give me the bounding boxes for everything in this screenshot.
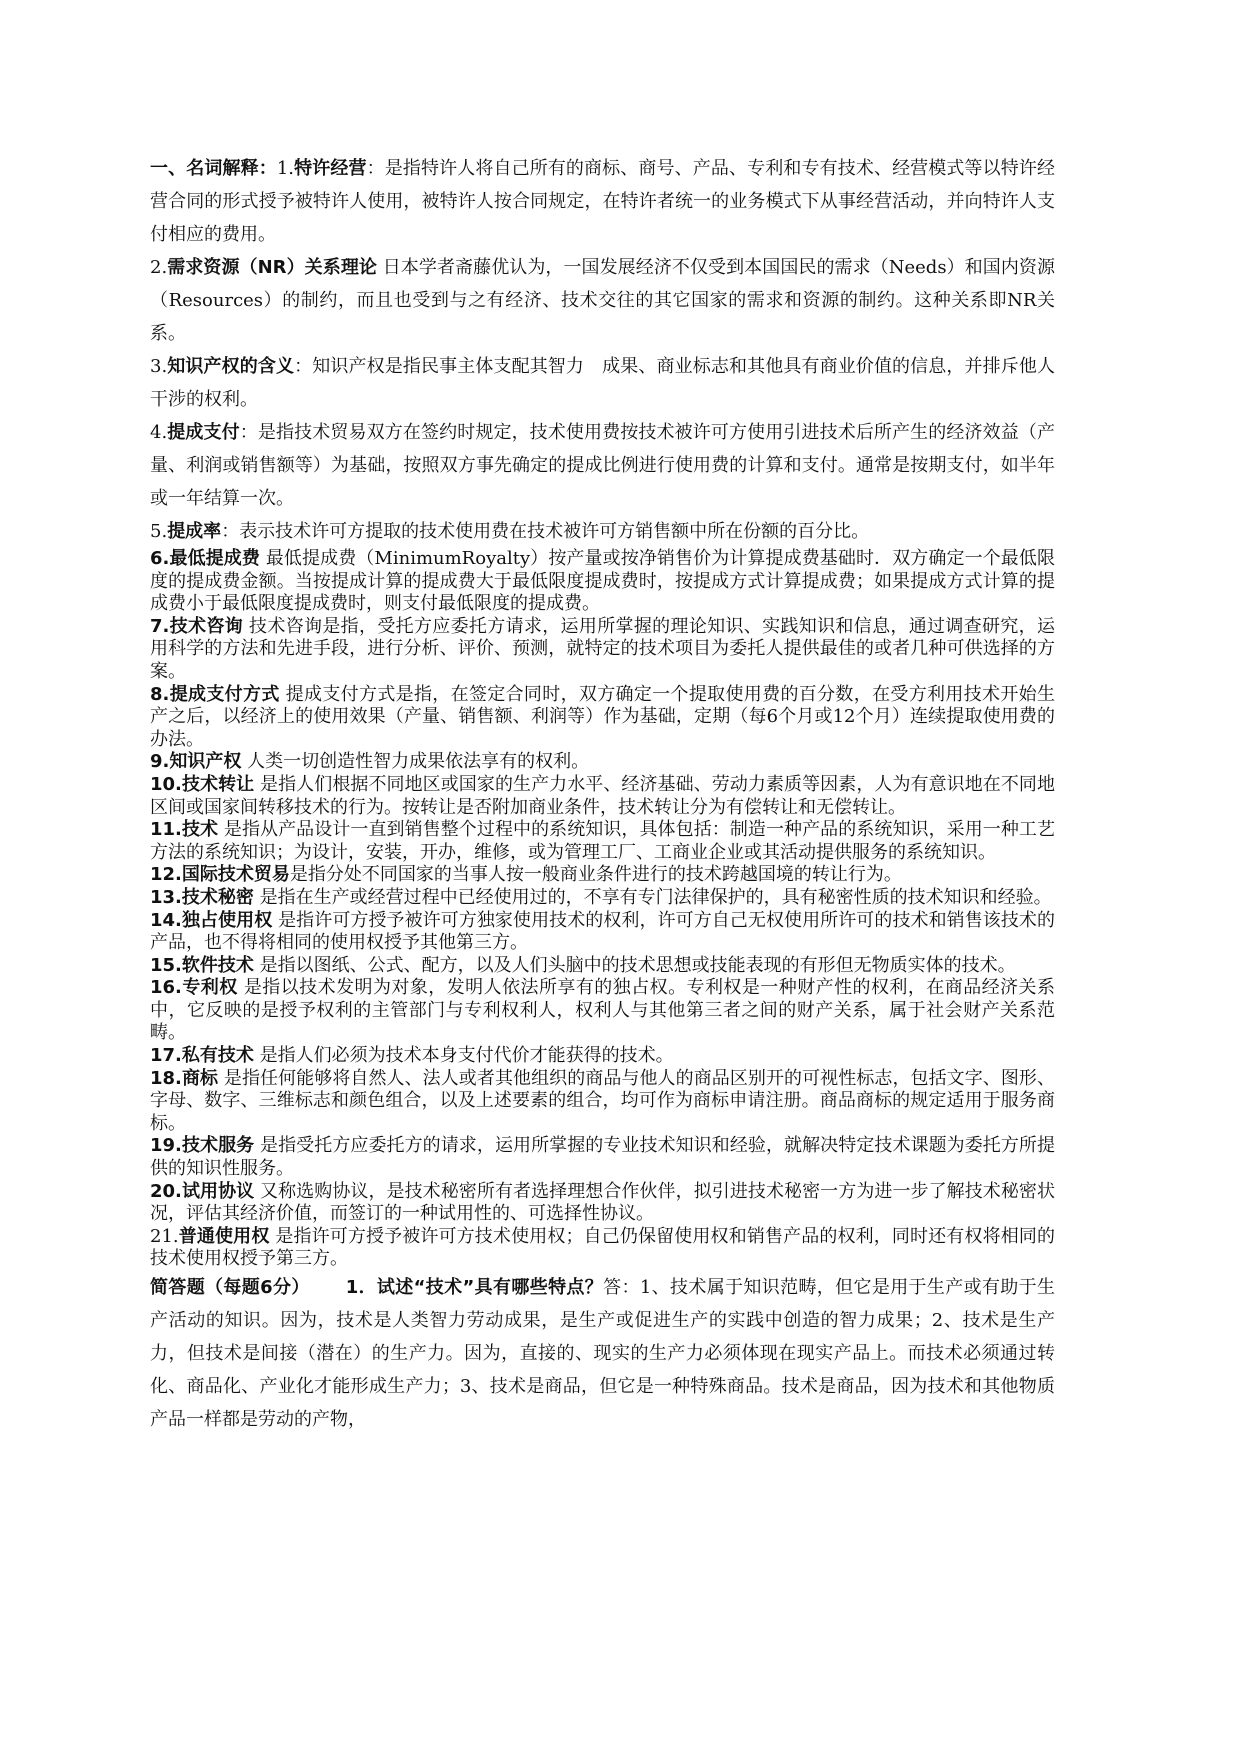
term: 专利权 [181, 977, 238, 999]
term: 知识产权 [169, 751, 242, 773]
definition-item-12 [150, 864, 1055, 887]
definition-item-2 [150, 251, 1055, 350]
definition-item-15 [150, 955, 1055, 978]
separator: ： [294, 356, 313, 377]
item-number: 6. [150, 548, 170, 569]
term: 私有技术 [181, 1045, 254, 1067]
term: 特许经营 [294, 158, 367, 179]
term: 独占使用权 [181, 909, 273, 931]
definition-text: 又称选购协议，是技术秘密所有者选择理想合作伙伴，拟引进技术秘密一方为进一步了解技术秘密状况，评估其经济价值，而签订的一种试用性的、可选择性协议。 [150, 1180, 1056, 1225]
definition-item-18 [150, 1068, 1055, 1136]
term: 技术秘密 [181, 886, 254, 908]
item-number: 2. [150, 257, 168, 278]
item-number: 10. [150, 773, 182, 795]
item-number: 19. [150, 1135, 182, 1157]
definition-text: 是指人们根据不同地区或国家的生产力水平、经济基础、劳动力素质等因素，人为有意识地在不同地区间或国家间转移技术的行为。按转让是否附加商业条件，技术转让分为有偿转让和无偿转让。 [150, 773, 1056, 818]
definition-item-6 [150, 548, 1055, 616]
definition-item-9 [150, 751, 1055, 774]
item-number: 14. [150, 909, 182, 931]
item-number: 3. [150, 356, 168, 377]
term: 最低提成费 [169, 548, 260, 569]
definition-item-3 [150, 350, 1055, 416]
separator: ： [221, 521, 240, 542]
term: 技术咨询 [169, 615, 243, 637]
definition-text: 是指以图纸、公式、配方，以及人们头脑中的技术思想或技能表现的有形但无物质实体的技术。 [259, 954, 1016, 976]
item-number: 4. [150, 422, 168, 443]
definition-item-17 [150, 1045, 1055, 1068]
definition-text: 是指许可方授予被许可方独家使用技术的权利，许可方自己无权使用所许可的技术和销售该技术的产品，也不得将相同的使用权授予其他第三方。 [150, 909, 1055, 954]
definition-text: 是指受托方应委托方的请求，运用所掌握的专业技术知识和经验，就解决特定技术课题为委托方所提供的知识性服务。 [150, 1135, 1056, 1180]
item-number: 12. [150, 864, 182, 886]
item-number: 18. [150, 1067, 182, 1089]
separator: ： [239, 422, 258, 443]
term: 试用协议 [181, 1180, 255, 1202]
definition-item-8 [150, 684, 1055, 752]
definition-text: 是指从产品设计一直到销售整个过程中的系统知识，具体包括：制造一种产品的系统知识，采用一种工艺方法的系统知识；为设计，安装，开办，维修，或为管理工厂、工商业企业或其活动提供服务的系统知识。 [150, 819, 1056, 863]
definition-text: 是指特许人将自己所有的商标、商号、产品、专利和专有技术、经营模式等以特许经营合同的形式授予被特许人使用，被特许人按合同规定，在特许者统一的业务模式下从事经营活动，并向特许人支付相应的费用。 [150, 158, 1056, 245]
item-number: 5. [150, 521, 168, 542]
item-number: 9. [150, 751, 170, 773]
definition-text: 是指以技术发明为对象，发明人依法所享有的独占权。专利权是一种财产性的权利，在商品经济关系中，它反映的是授予权利的主管部门与专利权利人，权利人与其他第三者之间的财产关系，属于社会财产关系范畴。 [150, 977, 1055, 1044]
item-number: 15. [150, 954, 182, 976]
definition-item-21 [150, 1226, 1055, 1271]
item-number: 1. [276, 158, 295, 179]
definition-text: 是指许可方授予被许可方技术使用权；自己仍保留使用权和销售产品的权利，同时还有权将相同的技术使用权授予第三方。 [150, 1225, 1055, 1270]
definition-text: 是指在生产或经营过程中已经使用过的，不享有专门法律保护的，具有秘密性质的技术知识和经验。 [259, 886, 1052, 908]
definition-item-20 [150, 1181, 1055, 1226]
definition-item-11 [150, 819, 1055, 864]
definition-text: 是指人们必须为技术本身支付代价才能获得的技术。 [259, 1045, 674, 1067]
question-1: 1．试述“技术”具有哪些特点？ [345, 1277, 604, 1298]
item-number: 16. [150, 977, 182, 999]
term: 需求资源（NR）关系理论 [167, 257, 377, 278]
definition-item-7 [150, 616, 1055, 684]
definition-item-1 [150, 152, 1055, 251]
section-heading-short-answer: 简答题（每题6分） [150, 1277, 310, 1298]
item-number: 21. [150, 1225, 179, 1247]
term: 商标 [181, 1067, 219, 1089]
term: 知识产权的含义 [167, 356, 295, 377]
definition-text: 知识产权是指民事主体支配其智力 成果、商业标志和其他具有商业价值的信息，并排斥他人干涉的权利。 [150, 356, 1056, 410]
item-number: 13. [150, 886, 182, 908]
definition-item-4 [150, 416, 1055, 515]
definition-text: 技术咨询是指，受托方应委托方请求，运用所掌握的理论知识、实践知识和信息，通过调查研究，运用科学的方法和先进手段，进行分析、评价、预测，就特定的技术项目为委托人提供最佳的或者几种可供选择的方案。 [150, 615, 1055, 682]
definition-text: 表示技术许可方提取的技术使用费在技术被许可方销售额中所在份额的百分比。 [239, 521, 870, 542]
definition-item-14 [150, 910, 1055, 955]
term: 国际技术贸易 [181, 864, 290, 886]
item-number: 11. [150, 819, 182, 841]
definition-item-5 [150, 515, 1055, 548]
definition-item-19 [150, 1135, 1055, 1180]
definition-text: 是指技术贸易双方在签约时规定，技术使用费按技术被许可方使用引进技术后所产生的经济效益（产量、利润或销售额等）为基础，按照双方事先确定的提成比例进行使用费的计算和支付。通常是按期支付，如半年或一年结算一次。 [150, 422, 1056, 509]
document-body [150, 152, 1055, 1436]
short-answer-section [150, 1271, 1055, 1436]
term: 技术转让 [181, 773, 255, 795]
definition-item-16 [150, 977, 1055, 1045]
term: 提成率 [167, 521, 222, 542]
item-number: 17. [150, 1045, 182, 1067]
item-number: 7. [150, 615, 170, 637]
answer-1: 答：1、技术属于知识范畴，但它是用于生产或有助于生产活动的知识。因为，技术是人类智力劳动成果，是生产或促进生产的实践中创造的智力成果；2、技术是生产力，但技术是间接（潜在）的生产力。因为，直接的、现实的生产力必须体现在现实产品上。而技术必须通过转化、商品化、产业化才能形成生产力；3、技术是商品，但它是一种特殊商品。技术是商品，因为技术和其他物质产品一样都是劳动的产物， [150, 1277, 1056, 1430]
definition-text: 是指分处不同国家的当事人按一般商业条件进行的技术跨越国境的转让行为。 [289, 864, 902, 886]
definition-text: 日本学者斋藤优认为，一国发展经济不仅受到本国国民的需求（Needs）和国内资源（Resources）的制约，而且也受到与之有经济、技术交往的其它国家的需求和资源的制约。这种关系即NR关系。 [150, 257, 1055, 344]
term: 提成支付方式 [169, 683, 280, 705]
definition-text: 是指任何能够将自然人、法人或者其他组织的商品与他人的商品区别开的可视性标志，包括文字、图形、字母、数字、三维标志和颜色组合，以及上述要素的组合，均可作为商标申请注册。商品商标的规定适用于服务商标。 [150, 1067, 1056, 1134]
definition-text: 最低提成费（MinimumRoyalty）按产量或按净销售价为计算提成费基础时．双方确定一个最低限度的提成费金额。当按提成计算的提成费大于最低限度提成费时，按提成方式计算提成费；如果提成方式计算的提成费小于最低限度提成费时，则支付最低限度的提成费。 [150, 548, 1056, 615]
term: 提成支付 [167, 422, 240, 443]
definition-item-10 [150, 774, 1055, 819]
section-heading-definitions: 一、名词解释： [150, 158, 277, 179]
term: 普通使用权 [178, 1225, 270, 1247]
term: 软件技术 [181, 954, 254, 976]
definition-text: 人类一切创造性智力成果依法享有的权利。 [247, 751, 590, 773]
term: 技术 [181, 819, 219, 841]
item-number: 20. [150, 1180, 182, 1202]
item-number: 8. [150, 683, 170, 705]
term: 技术服务 [181, 1135, 255, 1157]
definition-text: 提成支付方式是指，在签定合同时，双方确定一个提取使用费的百分数，在受方利用技术开始生产之后，以经济上的使用效果（产量、销售额、利润等）作为基础，定期（每6个月或12个月）连续提取使用费的办法。 [150, 683, 1055, 750]
separator: ： [366, 158, 385, 179]
definition-item-13 [150, 887, 1055, 910]
